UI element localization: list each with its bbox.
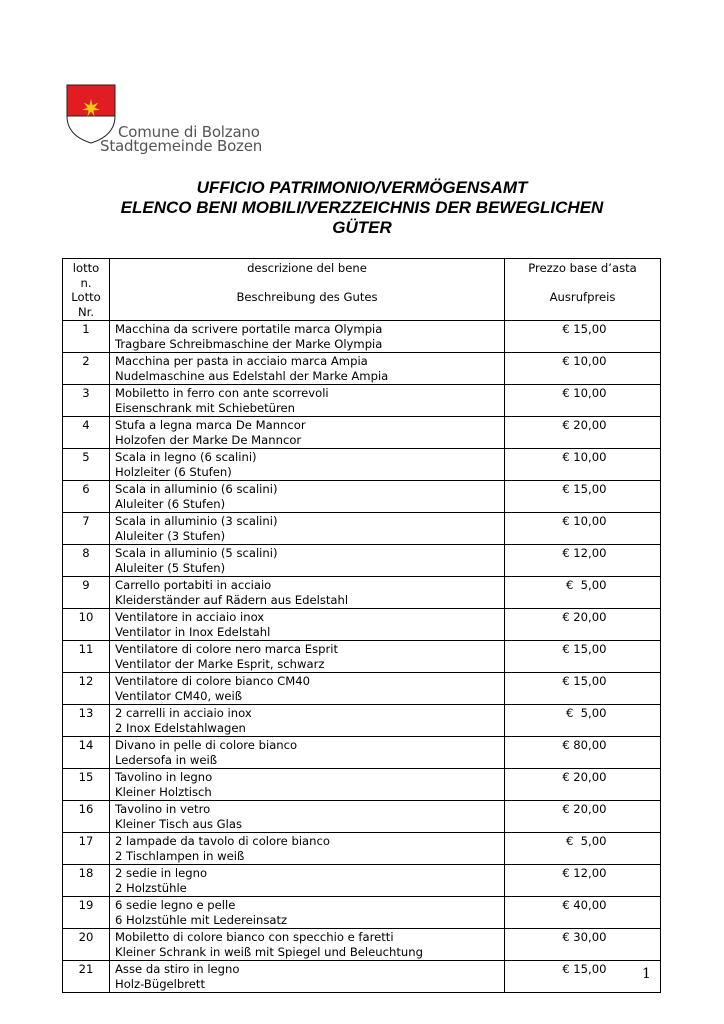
description-it: 2 sedie in legno <box>115 866 208 880</box>
description-it: Stufa a legna marca De Manncor <box>115 418 306 432</box>
lot-description <box>110 737 505 769</box>
description-de: Ledersofa in weiß <box>115 753 218 767</box>
header-price <box>505 259 661 321</box>
logo-line-2: Stadtgemeinde Bozen <box>100 137 263 155</box>
lot-number: 19 <box>63 897 110 929</box>
lot-price: € 5,00 <box>565 578 607 592</box>
description-it: Tavolino in legno <box>115 770 213 784</box>
lot-price-cell <box>505 577 661 609</box>
table-row <box>63 833 661 865</box>
lot-price: € 5,00 <box>565 834 607 848</box>
description-de: Holzleiter (6 Stufen) <box>115 465 232 479</box>
lot-number: 21 <box>63 961 110 993</box>
description-de: Nudelmaschine aus Edelstahl der Marke Ampia <box>115 369 389 383</box>
description-de: Aluleiter (3 Stufen) <box>115 529 226 543</box>
description-it: Ventilatore di colore nero marca Esprit <box>115 642 339 656</box>
header-lot-it: lotto <box>72 261 100 275</box>
city-logo <box>64 84 263 156</box>
lot-description <box>110 481 505 513</box>
description-it: Mobiletto di colore bianco con specchio e faretti <box>115 930 394 944</box>
lot-price: € 30,00 <box>562 930 607 944</box>
lot-description <box>110 897 505 929</box>
description-it: Macchina da scrivere portatile marca Olympia <box>115 322 383 336</box>
description-de: Ventilator in Inox Edelstahl <box>115 625 271 639</box>
logo-line-1: Comune di Bolzano <box>118 123 260 141</box>
lot-price-cell <box>505 673 661 705</box>
lot-number: 11 <box>63 641 110 673</box>
lot-price-cell <box>505 321 661 353</box>
description-de: 2 Tischlampen in weiß <box>115 849 245 863</box>
description-de: Kleiner Tisch aus Glas <box>115 817 243 831</box>
lot-price: € 10,00 <box>562 354 607 368</box>
header-lot-de-nr: Nr. <box>77 304 95 319</box>
table-row <box>63 577 661 609</box>
lot-price: € 5,00 <box>565 706 607 720</box>
lot-description <box>110 353 505 385</box>
description-it: Scala in alluminio (5 scalini) <box>115 546 278 560</box>
description-it: 2 lampade da tavolo di colore bianco <box>115 834 330 848</box>
lot-price: € 10,00 <box>562 386 607 400</box>
lot-description <box>110 577 505 609</box>
table-row <box>63 737 661 769</box>
lot-price-cell <box>505 513 661 545</box>
lot-description <box>110 801 505 833</box>
description-de: Kleiderständer auf Rädern aus Edelstahl <box>115 593 349 607</box>
description-de: Kleiner Schrank in weiß mit Spiegel und Beleuchtung <box>115 945 423 959</box>
description-it: Asse da stiro in legno <box>115 962 240 976</box>
lot-price: € 15,00 <box>562 322 607 336</box>
table-row <box>63 513 661 545</box>
lot-price: € 12,00 <box>562 866 607 880</box>
lot-number: 20 <box>63 929 110 961</box>
table-row <box>63 865 661 897</box>
description-it: 6 sedie legno e pelle <box>115 898 236 912</box>
table-row <box>63 897 661 929</box>
page-number: 1 <box>642 966 651 982</box>
lot-number: 17 <box>63 833 110 865</box>
table-row <box>63 545 661 577</box>
coat-of-arms-icon <box>66 84 116 144</box>
table-row <box>63 929 661 961</box>
description-it: Scala in legno (6 scalini) <box>115 450 257 464</box>
lot-price: € 20,00 <box>562 770 607 784</box>
lot-number: 7 <box>63 513 110 545</box>
lot-price: € 20,00 <box>562 802 607 816</box>
lot-price-cell <box>505 801 661 833</box>
lot-number: 18 <box>63 865 110 897</box>
lot-number: 2 <box>63 353 110 385</box>
description-de: Aluleiter (6 Stufen) <box>115 497 226 511</box>
lot-price-cell <box>505 385 661 417</box>
goods-table <box>62 258 661 993</box>
header-price-it: Prezzo base d’asta <box>528 261 637 275</box>
lot-price: € 10,00 <box>562 514 607 528</box>
table-row <box>63 641 661 673</box>
description-it: Ventilatore in acciaio inox <box>115 610 265 624</box>
title-line-3: GÜTER <box>332 218 392 237</box>
lot-description <box>110 705 505 737</box>
description-it: Divano in pelle di colore bianco <box>115 738 298 752</box>
table-row <box>63 321 661 353</box>
lot-number: 6 <box>63 481 110 513</box>
lot-price: € 12,00 <box>562 546 607 560</box>
lot-number: 15 <box>63 769 110 801</box>
table-row <box>63 449 661 481</box>
header-lot-number <box>63 259 110 321</box>
lot-description <box>110 417 505 449</box>
lot-description <box>110 609 505 641</box>
lot-description <box>110 321 505 353</box>
lot-price: € 80,00 <box>562 738 607 752</box>
title-line-2: ELENCO BENI MOBILI/VERZZEICHNIS DER BEWEGLICHEN <box>120 198 604 217</box>
lot-price-cell <box>505 737 661 769</box>
table-row <box>63 961 661 993</box>
lot-description <box>110 929 505 961</box>
lot-number: 12 <box>63 673 110 705</box>
lot-number: 3 <box>63 385 110 417</box>
header-lot-it-n: n. <box>80 275 92 290</box>
description-it: Tavolino in vetro <box>115 802 211 816</box>
lot-price-cell <box>505 897 661 929</box>
description-de: 2 Holzstühle <box>115 881 187 895</box>
lot-price-cell <box>505 929 661 961</box>
header-description <box>110 259 505 321</box>
header-description-it: descrizione del bene <box>247 261 367 275</box>
lot-number: 1 <box>63 321 110 353</box>
document-title <box>40 178 684 238</box>
description-de: Kleiner Holztisch <box>115 785 212 799</box>
description-de: Ventilator der Marke Esprit, schwarz <box>115 657 325 671</box>
lot-number: 9 <box>63 577 110 609</box>
description-de: Ventilator CM40, weiß <box>115 689 243 703</box>
lot-price-cell <box>505 641 661 673</box>
lot-price-cell <box>505 609 661 641</box>
lot-description <box>110 385 505 417</box>
lot-price-cell <box>505 769 661 801</box>
table-row <box>63 705 661 737</box>
description-de: Holzofen der Marke De Manncor <box>115 433 302 447</box>
lot-number: 14 <box>63 737 110 769</box>
table-row <box>63 769 661 801</box>
lot-price: € 15,00 <box>562 674 607 688</box>
lot-price-cell <box>505 833 661 865</box>
lot-number: 4 <box>63 417 110 449</box>
lot-number: 13 <box>63 705 110 737</box>
lot-price-cell <box>505 481 661 513</box>
lot-price-cell <box>505 449 661 481</box>
lot-price-cell <box>505 865 661 897</box>
description-it: 2 carrelli in acciaio inox <box>115 706 252 720</box>
header-price-de: Ausrufpreis <box>549 290 616 304</box>
description-de: Eisenschrank mit Schiebetüren <box>115 401 296 415</box>
description-de: 6 Holzstühle mit Ledereinsatz <box>115 913 288 927</box>
description-de: 2 Inox Edelstahlwagen <box>115 721 246 735</box>
description-it: Scala in alluminio (3 scalini) <box>115 514 278 528</box>
lot-price: € 15,00 <box>562 962 607 976</box>
table-row <box>63 481 661 513</box>
lot-price: € 15,00 <box>562 482 607 496</box>
lot-description <box>110 769 505 801</box>
lot-price-cell <box>505 353 661 385</box>
table-row <box>63 801 661 833</box>
lot-number: 8 <box>63 545 110 577</box>
description-de: Aluleiter (5 Stufen) <box>115 561 226 575</box>
table-row <box>63 385 661 417</box>
description-de: Tragbare Schreibmaschine der Marke Olympia <box>115 337 383 351</box>
table-row <box>63 353 661 385</box>
description-it: Ventilatore di colore bianco CM40 <box>115 674 310 688</box>
lot-price: € 20,00 <box>562 610 607 624</box>
lot-description <box>110 833 505 865</box>
lot-price-cell <box>505 961 661 993</box>
lot-number: 16 <box>63 801 110 833</box>
description-it: Carrello portabiti in acciaio <box>115 578 272 592</box>
table-row <box>63 673 661 705</box>
description-it: Macchina per pasta in acciaio marca Ampia <box>115 354 368 368</box>
lot-description <box>110 449 505 481</box>
lot-price: € 40,00 <box>562 898 607 912</box>
lot-number: 10 <box>63 609 110 641</box>
description-de: Holz-Bügelbrett <box>115 977 205 991</box>
lot-price-cell <box>505 705 661 737</box>
table-row <box>63 609 661 641</box>
header-lot-de: Lotto <box>71 290 101 304</box>
lot-description <box>110 545 505 577</box>
lot-description <box>110 513 505 545</box>
table-header <box>63 259 661 321</box>
description-it: Scala in alluminio (6 scalini) <box>115 482 278 496</box>
lot-price-cell <box>505 545 661 577</box>
table-row <box>63 417 661 449</box>
lot-price-cell <box>505 417 661 449</box>
lot-description <box>110 865 505 897</box>
lot-description <box>110 961 505 993</box>
description-it: Mobiletto in ferro con ante scorrevoli <box>115 386 329 400</box>
lot-description <box>110 641 505 673</box>
lot-price: € 15,00 <box>562 642 607 656</box>
lot-price: € 10,00 <box>562 450 607 464</box>
header-description-de: Beschreibung des Gutes <box>236 290 378 304</box>
lot-description <box>110 673 505 705</box>
lot-price: € 20,00 <box>562 418 607 432</box>
title-line-1: UFFICIO PATRIMONIO/VERMÖGENSAMT <box>196 178 528 197</box>
lot-number: 5 <box>63 449 110 481</box>
